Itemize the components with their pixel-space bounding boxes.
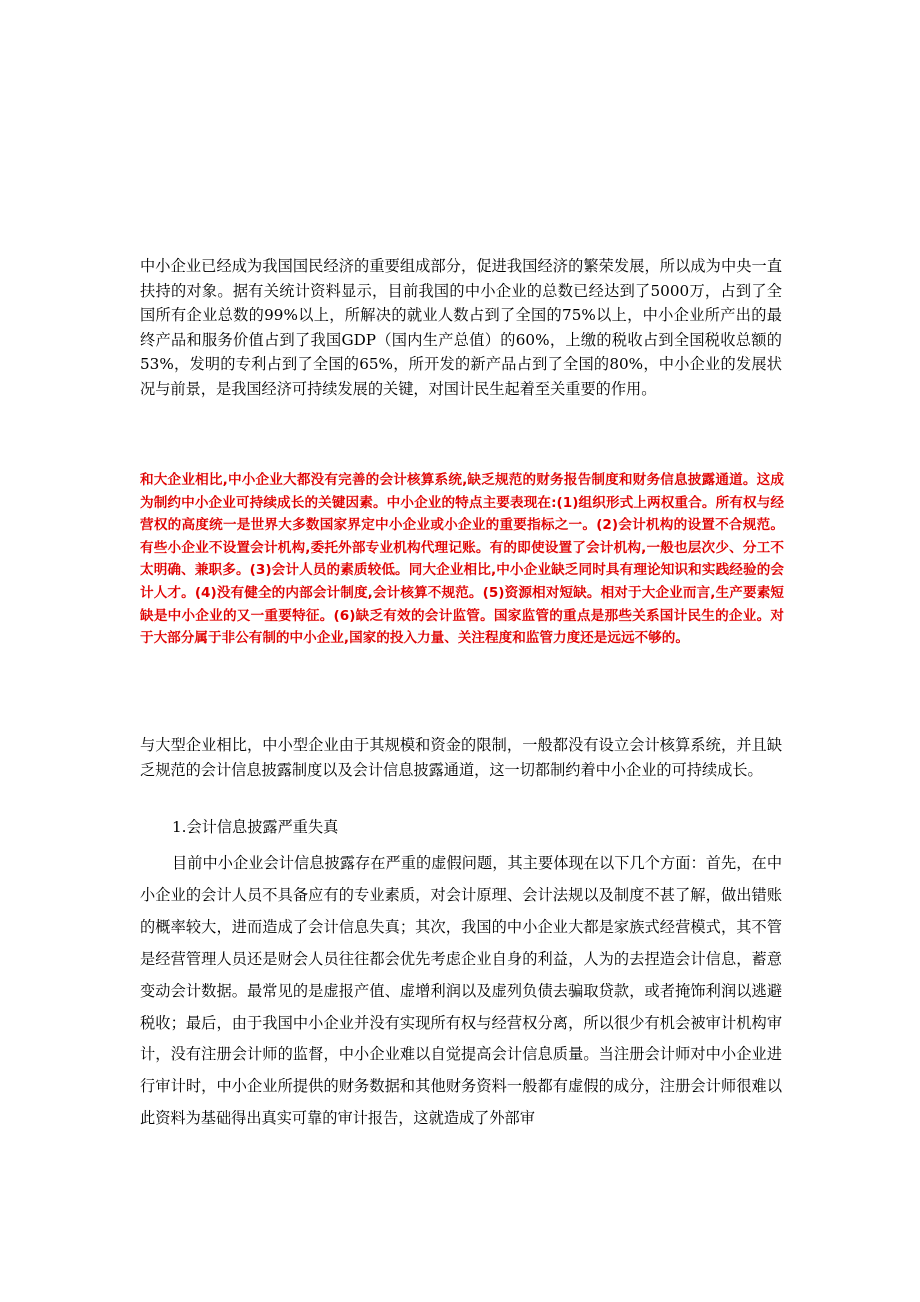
intro-paragraph: 中小企业已经成为我国国民经济的重要组成部分，促进我国经济的繁荣发展，所以成为中央一直扶持的对象。据有关统计资料显示，目前我国的中小企业的总数已经达到了5000万，占到了全国所有企业总数的99%以上，所解决的就业人数占到了全国的75%以上，中小企业所产出的最终产品和服务价值占到了我国GDP（国内生产总值）的60%，上缴的税收占到全国税收总额的53%，发明的专利占到了全国的65%，所开发的新产品占到了全国的80%，中小企业的发展状况与前景，是我国经济可持续发展的关键，对国计民生起着至关重要的作用。 (140, 257, 782, 398)
body-paragraph: 目前中小企业会计信息披露存在严重的虚假问题，其主要体现在以下几个方面：首先，在中小企业的会计人员不具备应有的专业素质，对会计原理、会计法规以及制度不甚了解，做出错账的概率较大，进而造成了会计信息失真；其次，我国的中小企业大都是家族式经营模式，其不管是经营管理人员还是财会人员往往都会优先考虑企业自身的利益，人为的去捏造会计信息，蓄意变动会计数据。最常见的是虚报产值、虚增利润以及虚列负债去骗取贷款，或者掩饰利润以逃避税收；最后，由于我国中小企业并没有实现所有权与经营权分离，所以很少有机会被审计机构审计，没有注册会计师的监督，中小企业难以自觉提高会计信息质量。当注册会计师对中小企业进行审计时，中小企业所提供的财务数据和其他财务资料一般都有虚假的成分，注册会计师很难以此资料为基础得出真实可靠的审计报告，这就造成了外部审 (140, 854, 782, 1128)
section-heading: 1.会计信息披露严重失真 (172, 818, 339, 836)
highlight-paragraph: 和大企业相比,中小企业大都没有完善的会计核算系统,缺乏规范的财务报告制度和财务信息披露通道。这成为制约中小企业可持续成长的关键因素。中小企业的特点主要表现在:(1)组织形式上两权重合。所有权与经营权的高度统一是世界大多数国家界定中小企业或小企业的重要指标之一。(2)会计机构的设置不合规范。有些小企业不设置会计机构,委托外部专业机构代理记账。有的即使设置了会计机构,一般也层次少、分工不太明确、兼职多。(3)会计人员的素质较低。同大企业相比,中小企业缺乏同时具有理论知识和实践经验的会计人才。(4)没有健全的内部会计制度,会计核算不规范。(5)资源相对短缺。相对于大企业而言,生产要素短缺是中小企业的又一重要特征。(6)缺乏有效的会计监管。国家监管的重点是那些关系国计民生的企业。对于大部分属于非公有制的中小企业,国家的投入力量、关注程度和监管力度还是远远不够的。 (140, 472, 784, 647)
comparison-paragraph: 与大型企业相比，中小型企业由于其规模和资金的限制，一般都没有设立会计核算系统，并且缺乏规范的会计信息披露制度以及会计信息披露通道，这一切都制约着中小企业的可持续成长。 (140, 736, 782, 779)
